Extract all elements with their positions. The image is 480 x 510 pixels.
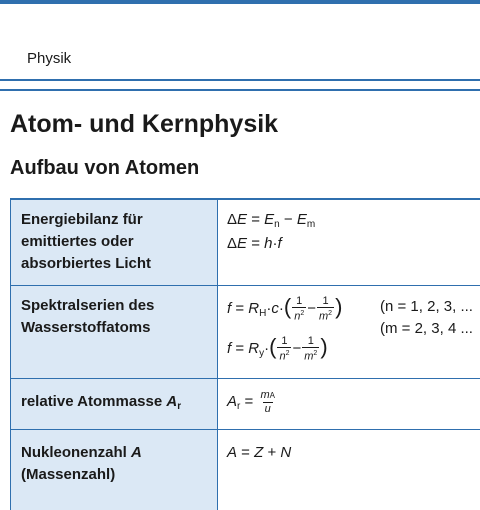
header-rule-upper (0, 79, 480, 81)
spectral-note-m: (m = 2, 3, 4 ... (380, 320, 473, 337)
row-label (10, 430, 218, 510)
row-formula-cell (218, 379, 480, 429)
row-label-line: Wasserstoffatoms (21, 319, 151, 336)
chapter-title: Atom- und Kernphysik (10, 110, 279, 138)
row-formula-cell (218, 286, 480, 378)
table-row-energiebilanz (10, 198, 480, 285)
section-label: Physik (27, 50, 72, 67)
row-label-line: Nukleonenzahl A (21, 444, 142, 461)
row-label (10, 286, 218, 378)
formula-rydberg-hydrogen: $f = R_H\cdot c\cdot$( $\frac{1}{n^2}$ − $\frac{1}{m^2}$ ) (227, 293, 343, 323)
top-accent-bar (0, 0, 480, 4)
table-row-nukleonenzahl (10, 429, 480, 510)
row-label-line: Energiebilanz für (21, 211, 143, 228)
section-title: Aufbau von Atomen (10, 157, 200, 179)
formula-photon-energy: ΔE = h·f (227, 235, 282, 252)
row-label-line: emittiertes oder (21, 233, 134, 250)
formula-rydberg-frequency: $f = R_y\cdot$( $\frac{1}{n^2}$ − $\frac{1}{m^2}$ ) (227, 333, 328, 363)
formula-energy-difference: $\Delta E = E_n - E_m$ (227, 211, 316, 230)
row-formula-cell (218, 200, 480, 285)
header-rule-lower (0, 89, 480, 91)
row-label-text: relative Atommasse (21, 393, 163, 410)
row-label-line: absorbiertes Licht (21, 255, 152, 272)
row-label-line: Spektralserien des (21, 297, 155, 314)
spectral-note-n: (n = 1, 2, 3, ... (380, 298, 473, 315)
row-label-line: (Massenzahl) (21, 466, 116, 483)
row-label: relative Atommasse $A_r$ (10, 379, 218, 429)
table-row-spektralserien (10, 285, 480, 378)
formula-table (10, 198, 480, 510)
row-label (10, 200, 218, 285)
formula-mass-number: A = Z + N (227, 444, 292, 461)
formula-relative-mass: $A_r$ = $\frac{mA}{u}$ (227, 389, 275, 415)
table-row-atommasse (10, 378, 480, 429)
row-formula-cell (218, 430, 480, 510)
